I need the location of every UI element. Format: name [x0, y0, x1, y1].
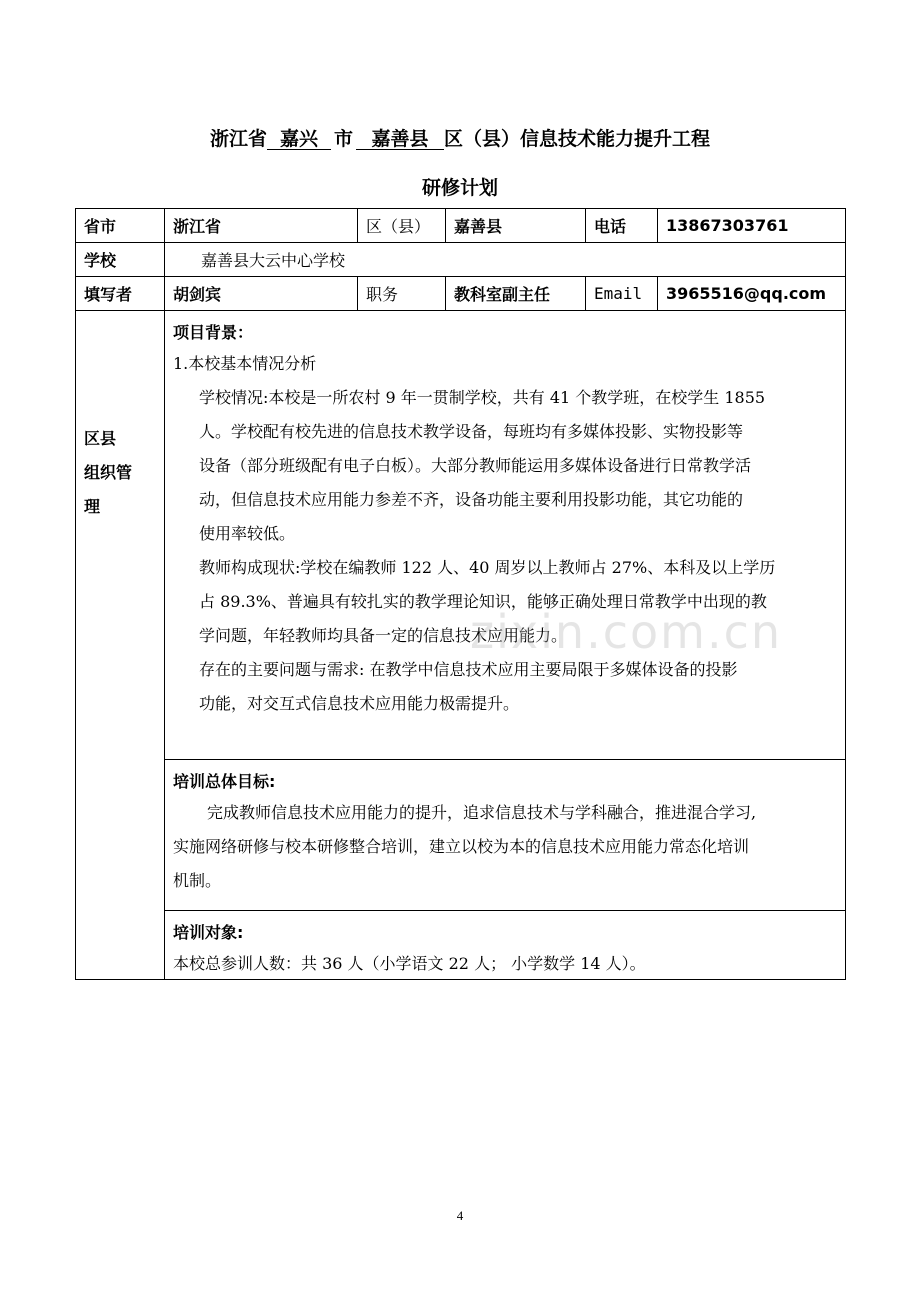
province-value: 浙江省: [165, 209, 358, 243]
document-subtitle: 研修计划: [421, 177, 498, 199]
goal-line: 完成教师信息技术应用能力的提升，追求信息技术与学科融合，推进混合学习,: [207, 803, 757, 822]
title-city-suffix: 市: [333, 128, 353, 150]
watermark: zixin.com.cn: [470, 605, 783, 659]
background-line: 教师构成现状:学校在编教师 122 人、40 周岁以上教师占 27%、本科及以上学历: [199, 558, 776, 577]
target-section: [165, 911, 846, 980]
district-label: 区（县）: [358, 209, 446, 243]
author-label: 填写者: [76, 277, 165, 311]
district-value: 嘉善县: [446, 209, 586, 243]
phone-label: 电话: [586, 209, 658, 243]
phone-value: 13867303761: [658, 209, 846, 243]
background-line: 占 89.3%、普遍具有较扎实的教学理论知识，能够正确处理日常教学中出现的教: [199, 592, 767, 611]
form-row-background: [76, 311, 846, 760]
title-province: 浙江省: [209, 128, 267, 150]
goal-line: 机制。: [173, 871, 222, 890]
email-label: Email: [586, 277, 658, 311]
province-label: 省市: [76, 209, 165, 243]
email-value: 3965516@qq.com: [658, 277, 846, 311]
school-label: 学校: [76, 243, 165, 277]
background-line: 人。学校配有校先进的信息技术教学设备，每班均有多媒体投影、实物投影等: [199, 422, 744, 441]
goal-section: [165, 760, 846, 911]
position-label: 职务: [358, 277, 446, 311]
background-subheading: 1.本校基本情况分析: [173, 354, 317, 373]
side-label: [76, 311, 165, 980]
plan-form-table: [75, 208, 846, 980]
title-city: 嘉兴: [267, 129, 331, 150]
background-heading: 项目背景：: [173, 323, 254, 342]
target-heading: 培训对象:: [173, 923, 244, 942]
background-line: 设备（部分班级配有电子白板）。大部分教师能运用多媒体设备进行日常教学活: [199, 456, 752, 475]
background-line: 存在的主要问题与需求: 在教学中信息技术应用主要局限于多媒体设备的投影: [199, 660, 738, 679]
title-county: 嘉善县: [356, 129, 444, 150]
form-row-school: [76, 243, 846, 277]
document-title: [0, 124, 920, 151]
background-line: 学校情况:本校是一所农村 9 年一贯制学校，共有 41 个教学班，在校学生 1855: [199, 388, 766, 407]
form-row-goal: [76, 760, 846, 911]
side-label-line: 区县: [84, 429, 117, 448]
background-line: 动，但信息技术应用能力参差不齐，设备功能主要利用投影功能，其它功能的: [199, 490, 744, 509]
form-row-target: [76, 911, 846, 980]
side-label-line: 理: [84, 497, 101, 516]
background-line: 功能，对交互式信息技术应用能力极需提升。: [199, 694, 520, 713]
goal-line: 实施网络研修与校本研修整合培训，建立以校为本的信息技术应用能力常态化培训: [173, 837, 750, 856]
goal-heading: 培训总体目标:: [173, 772, 276, 791]
form-row-author: [76, 277, 846, 311]
title-county-suffix: 区（县）信息技术能力提升工程: [444, 128, 711, 150]
author-value: 胡剑宾: [165, 277, 358, 311]
position-value: 教科室副主任: [446, 277, 586, 311]
background-section: [165, 311, 846, 760]
background-line: 使用率较低。: [199, 524, 296, 543]
target-text: 本校总参训人数：共 36 人（小学语文 22 人； 小学数学 14 人）。: [173, 954, 646, 973]
side-label-line: 组织管: [84, 463, 133, 482]
page-number: 4: [456, 1208, 464, 1223]
form-row-province: [76, 209, 846, 243]
background-line: 学问题，年轻教师均具备一定的信息技术应用能力。: [199, 626, 568, 645]
school-value: 嘉善县大云中心学校: [165, 243, 846, 277]
